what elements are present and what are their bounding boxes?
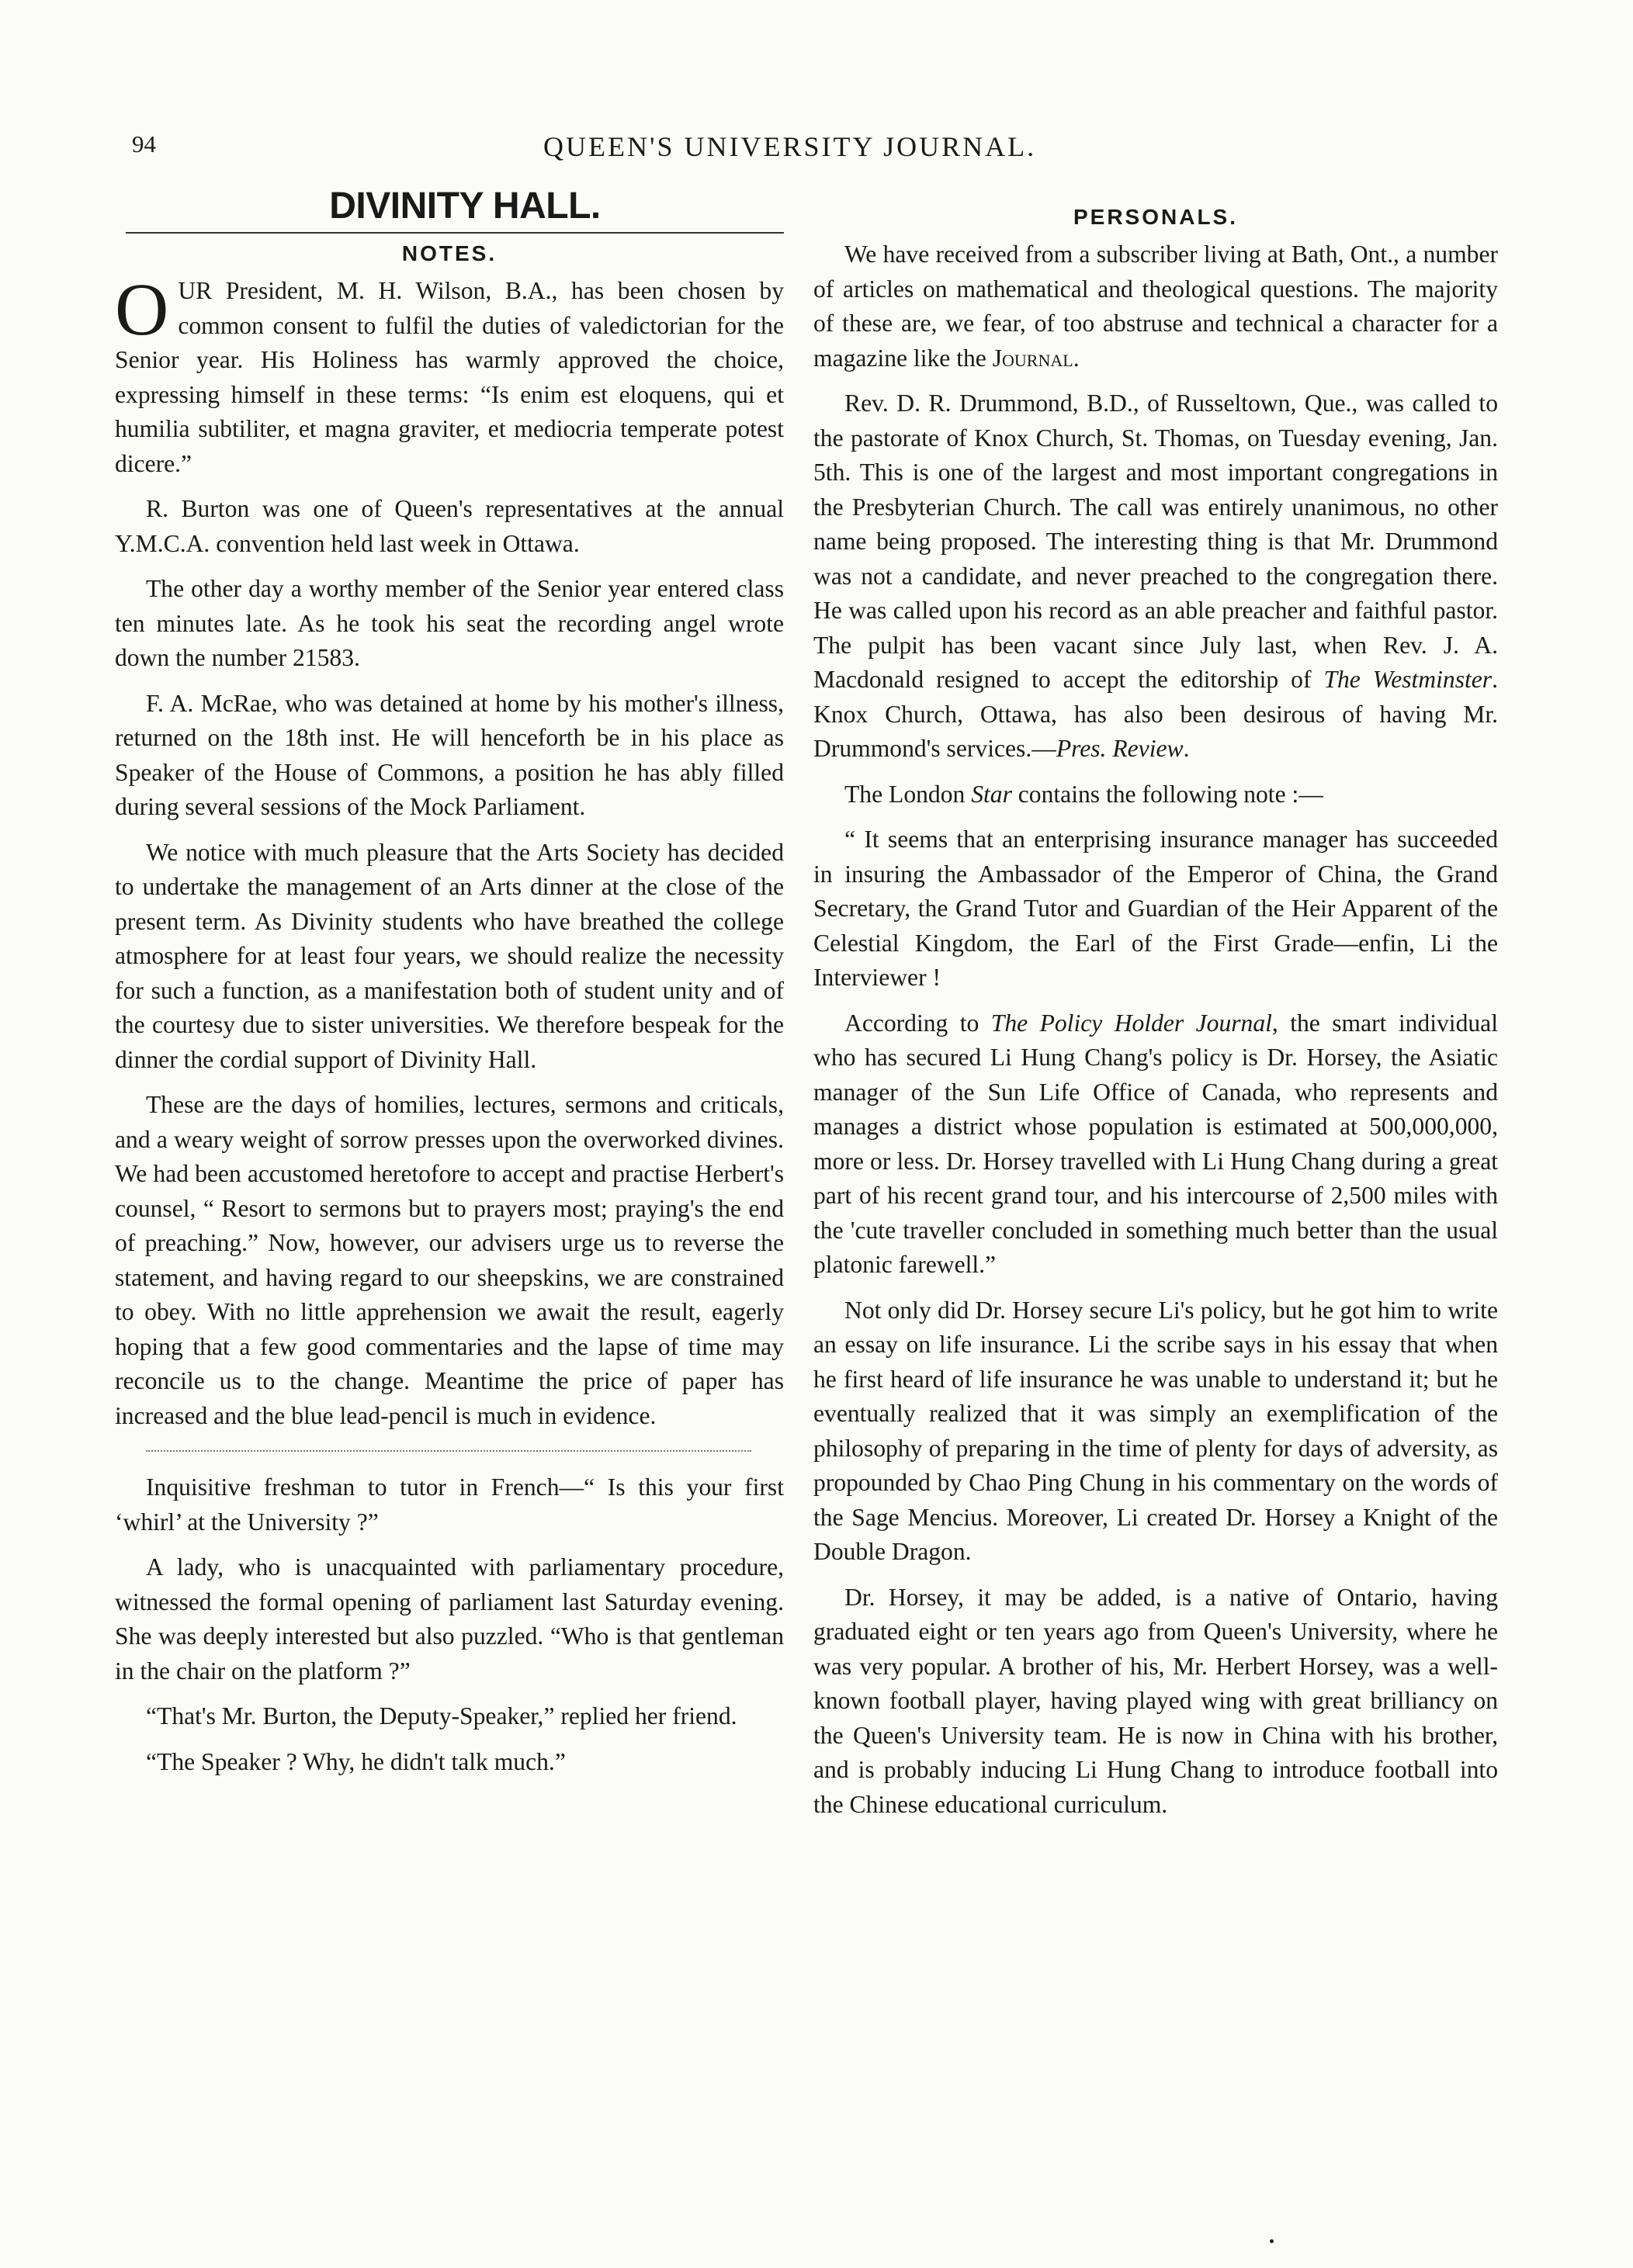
paragraph-text: . <box>1183 735 1190 762</box>
personals-paragraph: Not only did Dr. Horsey secure Li's policy, but he got him to write an essay on life insurance. Li the scribe says in his essay that when he first heard of life insurance he was unable to understand it; but he eventually realized that it was simply an exemplification of the philosophy of preparing in the time of plenty for days of adversity, as propounded by Chao Ping Chung in his commentary on the words of the Sage Mencius. Moreover, Li created Dr. Horsey a Knight of the Double Dragon. <box>813 1296 1498 1565</box>
anecdote-paragraph: “That's Mr. Burton, the Deputy-Speaker,” replied her friend. <box>146 1702 737 1730</box>
quoted-paragraph <box>813 1006 1498 1283</box>
publication-title: The Westminster <box>1323 666 1493 693</box>
paragraph-text: We have received from a subscriber living at Bath, Ont., a number of articles on mathematical and theological questions. The majority of these are, we fear, of too abstruse and technical a character for a magazine like the <box>813 241 1498 372</box>
journal-name: Journal <box>992 344 1073 372</box>
paragraph-text: According to <box>844 1009 991 1037</box>
personals-paragraph <box>813 386 1498 767</box>
personals-paragraph <box>813 237 1498 376</box>
section-divider <box>146 1450 751 1452</box>
notes-paragraph: These are the days of homilies, lectures, sermons and criticals, and a weary weight of sorrow presses upon the overworked divines. We had been accustomed heretofore to accept and practise Herbert's counsel, “ Resort to sermons but to prayers most; praying's the end of preaching.” Now, however, our advisers urge us to reverse the statement, and having regard to our sheepskins, we are constrained to obey. With no little apprehension we await the result, eagerly hoping that a few good commentaries and the lapse of time may reconcile us to the change. Meantime the price of paper has increased and the blue lead-pencil is much in evidence. <box>115 1091 784 1429</box>
right-column <box>813 185 1498 1833</box>
paragraph-text: UR President, M. H. Wilson, B.A., has been chosen by common consent to fulfil the duties of valedictorian for the Senior year. His Holiness has warmly approved the choice, expressing himself in these terms: “Is enim est eloquens, qui et humilia subtiliter, et magna graviter, et mediocria temperate potest dicere.” <box>115 277 784 477</box>
paragraph-text: The London <box>844 780 972 808</box>
page-number: 94 <box>132 130 156 158</box>
print-speck <box>1270 2239 1274 2243</box>
notes-paragraph: The other day a worthy member of the Senior year entered class ten minutes late. As he took his seat the recording angel wrote down the number 21583. <box>115 575 784 671</box>
source-credit: Pres. Review <box>1056 735 1184 762</box>
notes-heading: NOTES. <box>401 241 498 265</box>
anecdote-paragraph: “The Speaker ? Why, he didn't talk much.” <box>146 1747 566 1775</box>
drop-cap: O <box>115 268 169 351</box>
publication-title: The Policy Holder Journal <box>990 1009 1272 1037</box>
running-head: QUEEN'S UNIVERSITY JOURNAL. <box>543 131 1037 162</box>
notes-paragraph: R. Burton was one of Queen's representatives at the annual Y.M.C.A. convention held last week in Ottawa. <box>115 495 784 557</box>
notes-paragraph: We notice with much pleasure that the Arts Society has decided to undertake the management of an Arts dinner at the close of the present term. As Divinity students who have breathed the college atmosphere for at least four years, we should realize the necessity for such a function, as a manifestation both of student unity and of the courtesy due to sister universities. We therefore bespeak for the dinner the cordial support of Divinity Hall. <box>115 838 784 1073</box>
anecdote-paragraph: A lady, who is unacquainted with parliamentary procedure, witnessed the formal opening of parliament last Saturday evening. She was deeply interested but also puzzled. “Who is that gentleman in the chair on the platform ?” <box>115 1553 784 1685</box>
title-rule <box>126 232 784 234</box>
notes-paragraph: F. A. McRae, who was detained at home by his mother's illness, returned on the 18th inst. He will henceforth be in his place as Speaker of the House of Commons, a position he has ably filled during several sessions of the Mock Parliament. <box>115 689 784 820</box>
left-column <box>115 185 784 1790</box>
paragraph-text: . <box>1073 344 1080 372</box>
publication-title: Star <box>971 780 1012 808</box>
paragraph-text: , the smart individual who has secured Li Hung Chang's policy is Dr. Horsey, the Asiatic manager of the Sun Life Office of Canada, who represents and manages a district whose population is estimated at 500,000,000, more or less. Dr. Horsey travelled with Li Hung Chang during a great part of his recent grand tour, and his intercourse of 2,500 miles with the 'cute traveller concluded in something much better than the usual platonic farewell.” <box>813 1009 1498 1278</box>
notes-paragraph <box>115 268 784 481</box>
personals-heading: PERSONALS. <box>1073 205 1239 229</box>
quoted-paragraph: “ It seems that an enterprising insurance manager has succeeded in insuring the Ambassador of the Emperor of China, the Grand Secretary, the Grand Tutor and Guardian of the Heir Apparent of the Celestial Kingdom, the Earl of the First Grade—enfin, Li the Interviewer ! <box>813 826 1498 991</box>
personals-paragraph: Dr. Horsey, it may be added, is a native of Ontario, having graduated eight or ten years ago from Queen's University, where he was very popular. A brother of his, Mr. Herbert Horsey, was a well-known football player, having played wing with great brilliancy on the Queen's University team. He is now in China with his brother, and is probably inducing Li Hung Chang to introduce football into the Chinese educational curriculum. <box>813 1583 1498 1818</box>
paragraph-text: Rev. D. R. Drummond, B.D., of Russeltown, Que., was called to the pastorate of Knox Church, St. Thomas, on Tuesday evening, Jan. 5th. This is one of the largest and most important congregations in the Presbyterian Church. The call was entirely unanimous, no other name being proposed. The interesting thing is that Mr. Drummond was not a candidate, and never preached to the congregation there. He was called upon his record as an able preacher and faithful pastor. The pulpit has been vacant since July last, when Rev. J. A. Macdonald resigned to accept the editorship of <box>813 390 1498 693</box>
section-title: DIVINITY HALL. <box>329 185 601 227</box>
paragraph-text: contains the following note :— <box>1011 780 1323 808</box>
anecdote-paragraph: Inquisitive freshman to tutor in French—“ Is this your first ‘whirl’ at the University ?” <box>115 1473 784 1536</box>
personals-paragraph <box>813 777 1498 812</box>
paragraph-text: . Knox Church, Ottawa, has also been desirous of having Mr. Drummond's services.— <box>813 666 1498 762</box>
